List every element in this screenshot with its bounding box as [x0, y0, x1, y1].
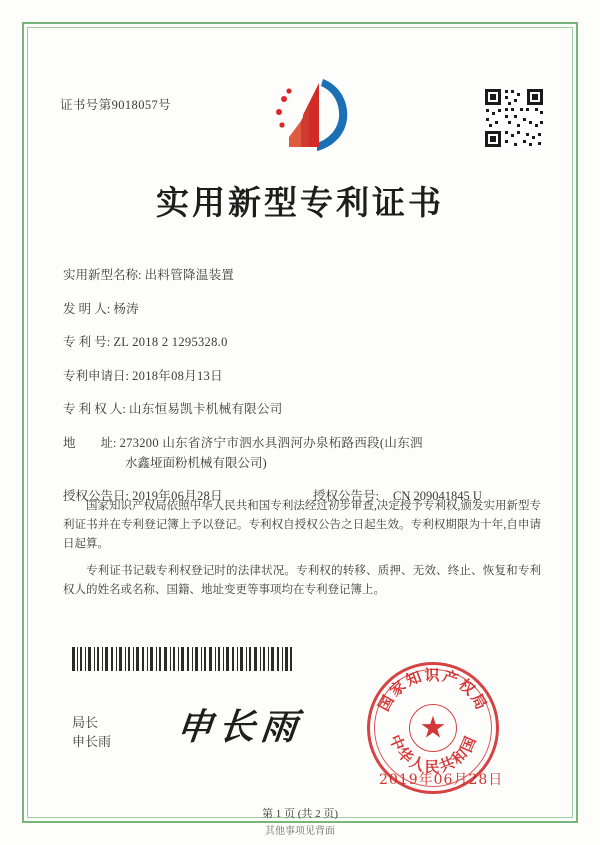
field-row-application-date — [63, 368, 543, 385]
field-row-patentee — [63, 401, 543, 418]
field-value: 2018年08月13日 — [132, 368, 223, 383]
paragraph-grant-statement: 国家知识产权局依照中华人民共和国专利法经过初步审查,决定授予专利权,颁发实用新型专利证书并在专利登记簿上予以登记。专利权自授权公告之日起生效。专利权期限为十年,自申请日起算。 — [63, 500, 541, 550]
field-row-utility-model-name — [63, 267, 543, 284]
field-value: 山东恒易凯卡机械有限公司 — [128, 402, 283, 416]
field-value: 2019年06月28日 — [132, 489, 223, 503]
paragraph-legal-status: 专利证书记载专利权登记时的法律状况。专利权的转移、质押、无效、终止、恢复和专利权人的姓名或名称、国籍、地址变更等事项均在专利登记簿上。 — [63, 565, 541, 596]
field-value: 杨涛 — [113, 301, 139, 316]
field-row-address — [63, 435, 543, 472]
field-label: 授权公告日: — [63, 489, 129, 503]
page-number: 第 1 页 (共 2 页) — [261, 808, 339, 820]
field-value: ZL 2018 2 1295328.0 — [113, 335, 228, 349]
seal-bottom-text: 中华人民共和国 — [385, 732, 481, 776]
field-label: 专 利 权 人: — [63, 402, 126, 416]
field-row-patent-number — [63, 334, 543, 351]
field-value-continued: 水鑫垭面粉机械有限公司) — [125, 455, 267, 470]
field-label: 专 利 号: — [63, 335, 111, 349]
sail-logo-icon — [265, 75, 351, 157]
field-row-inventor — [63, 301, 543, 318]
barcode — [72, 647, 292, 671]
field-label-announcement-number: 授权公告号: — [313, 489, 379, 503]
signature-labels — [72, 713, 111, 751]
page-title: 实用新型专利证书 — [156, 183, 444, 222]
field-label: 专利申请日: — [63, 368, 129, 383]
certificate-number: 证书号第9018057号 — [60, 98, 172, 112]
signature-title-label: 局长 — [72, 715, 99, 730]
seal-date: 2019年06月28日 — [379, 772, 504, 788]
field-value: 出料管降温装置 — [144, 268, 235, 282]
seal-top-text: 国家知识产权局 — [374, 666, 492, 715]
handwritten-signature: 申长雨 — [174, 706, 305, 748]
qr-code-icon — [483, 87, 545, 149]
back-side-note: 其他事项见背面 — [265, 826, 335, 837]
field-label: 实用新型名称: — [63, 268, 142, 282]
field-label: 发 明 人: — [63, 301, 111, 316]
field-value-announcement-number: CN 209041845 U — [393, 489, 482, 503]
field-value: 273200 山东省济宁市泗水具泗河办泉柘路西段(山东泗 — [119, 435, 423, 450]
body-text — [63, 497, 541, 608]
certificate-content — [27, 27, 573, 818]
field-list — [63, 267, 543, 522]
signature-name-label: 申长雨 — [72, 734, 112, 749]
field-label: 地 址: — [63, 435, 117, 450]
seal-star-icon: ★ — [419, 711, 447, 745]
